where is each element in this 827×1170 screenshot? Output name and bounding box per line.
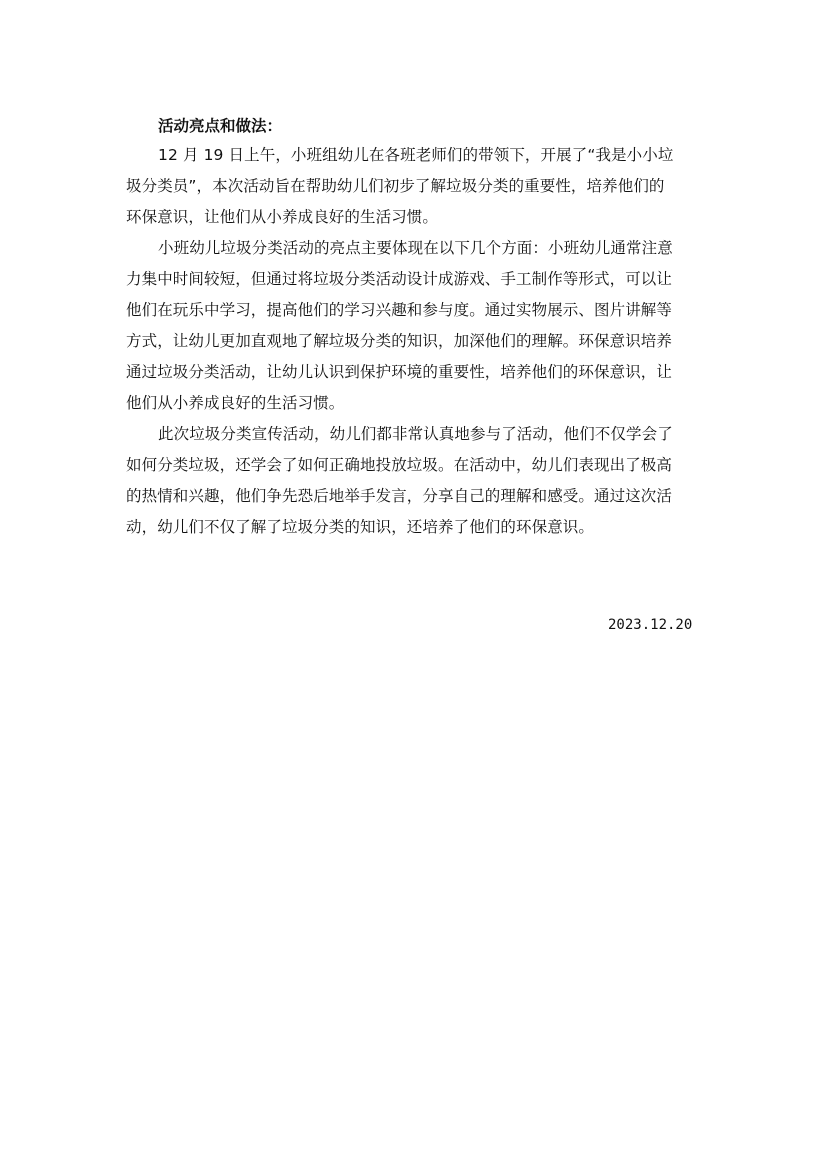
section-heading: 活动亮点和做法： xyxy=(158,117,283,135)
paragraph-line: 12 月 19 日上午，小班组幼儿在各班老师们的带领下，开展了“我是小小垃 xyxy=(158,146,674,164)
paragraph-line: 方式，让幼儿更加直观地了解垃圾分类的知识，加深他们的理解。环保意识培养 xyxy=(126,332,673,350)
paragraph-line: 的热情和兴趣，他们争先恐后地举手发言，分享自己的理解和感受。通过这次活 xyxy=(126,487,673,505)
paragraph-2 xyxy=(126,233,702,419)
paragraph-line: 力集中时间较短，但通过将垃圾分类活动设计成游戏、手工制作等形式，可以让 xyxy=(126,270,673,288)
paragraph-line: 环保意识，让他们从小养成良好的生活习惯。 xyxy=(126,208,439,226)
paragraph-1 xyxy=(126,140,702,233)
paragraph-line: 圾分类员”，本次活动旨在帮助幼儿们初步了解垃圾分类的重要性，培养他们的 xyxy=(126,177,665,195)
paragraph-line: 如何分类垃圾，还学会了如何正确地投放垃圾。在活动中，幼儿们表现出了极高 xyxy=(126,456,673,474)
paragraph-line: 他们在玩乐中学习，提高他们的学习兴趣和参与度。通过实物展示、图片讲解等 xyxy=(126,301,673,319)
paragraph-line: 他们从小养成良好的生活习惯。 xyxy=(126,394,345,412)
document-date: 2023.12.20 xyxy=(608,617,693,633)
paragraph-line: 动，幼儿们不仅了解了垃圾分类的知识，还培养了他们的环保意识。 xyxy=(126,518,595,536)
paragraph-line: 通过垃圾分类活动，让幼儿认识到保护环境的重要性，培养他们的环保意识，让 xyxy=(126,363,673,381)
document-body xyxy=(126,112,702,543)
paragraph-line: 小班幼儿垃圾分类活动的亮点主要体现在以下几个方面：小班幼儿通常注意 xyxy=(158,239,673,257)
paragraph-line: 此次垃圾分类宣传活动，幼儿们都非常认真地参与了活动，他们不仅学会了 xyxy=(158,425,673,443)
paragraph-3 xyxy=(126,419,702,543)
